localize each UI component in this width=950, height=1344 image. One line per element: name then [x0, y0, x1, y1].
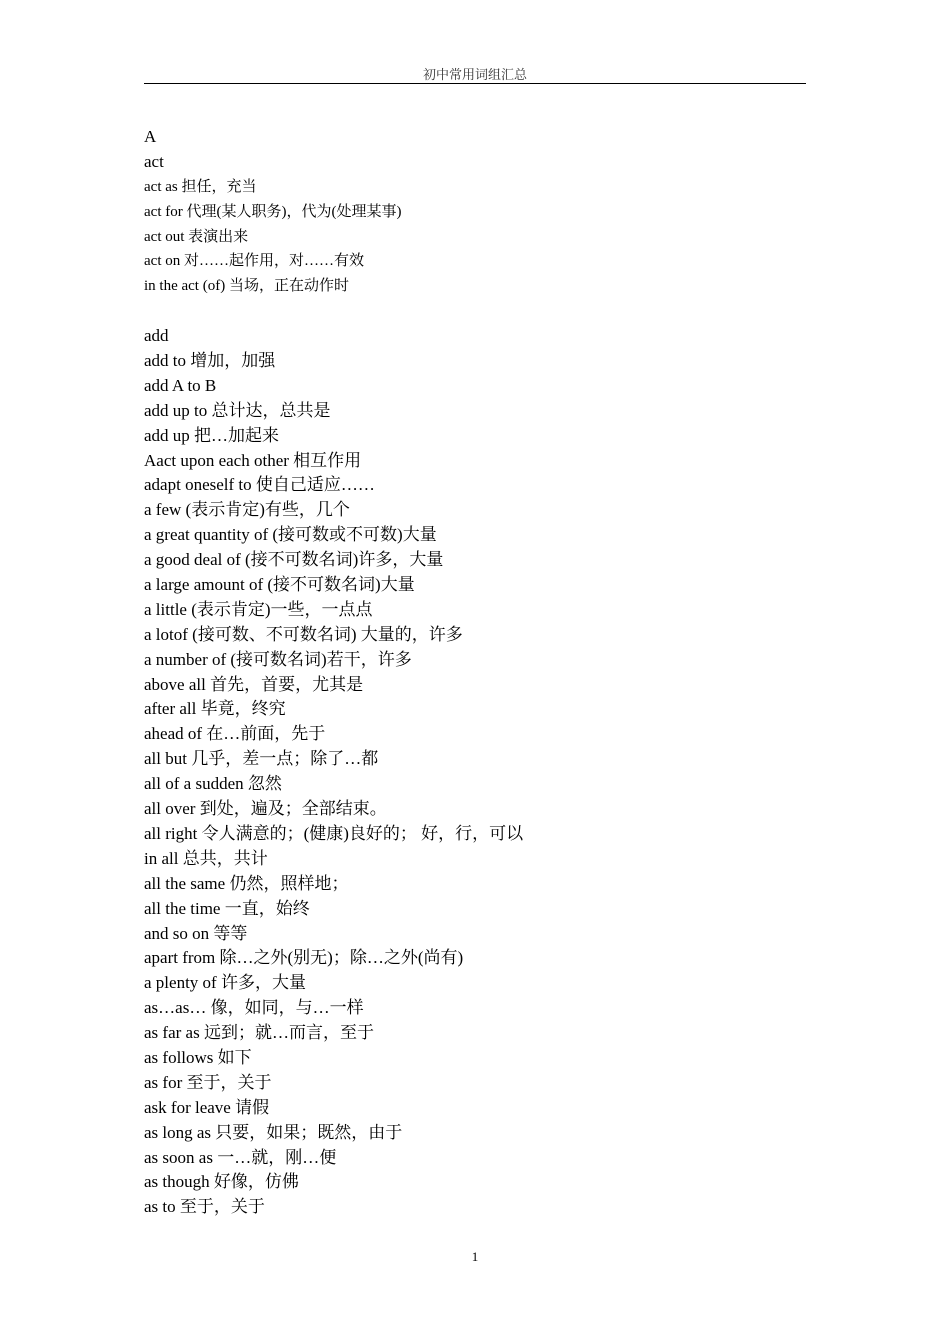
- phrase-entry: act out 表演出来: [144, 228, 249, 245]
- phrase-entry: all but 几乎，差一点；除了…都: [144, 749, 379, 769]
- phrase-entry: as to 至于，关于: [144, 1197, 265, 1217]
- phrase-entry: as long as 只要，如果；既然，由于: [144, 1122, 403, 1142]
- headword-act: act: [144, 151, 164, 171]
- phrase-entry: a number of (接可数名词)若干，许多: [144, 649, 412, 669]
- phrase-entry: ahead of 在…前面，先于: [144, 724, 326, 744]
- phrase-entry: and so on 等等: [144, 923, 248, 943]
- phrase-entry: in all 总共，共计: [144, 848, 268, 868]
- section-letter: A: [144, 127, 157, 146]
- header-rule: [144, 83, 806, 84]
- phrase-entry: a great quantity of (接可数或不可数)大量: [144, 525, 437, 545]
- phrase-entry: a lotof (接可数、不可数名词) 大量的，许多: [144, 624, 463, 644]
- phrase-entry: act for 代理(某人职务)，代为(处理某事): [144, 203, 402, 220]
- phrase-entry: as for 至于，关于: [144, 1072, 272, 1092]
- phrase-entry: all over 到处，遍及；全部结束。: [144, 799, 387, 819]
- phrase-entry: in the act (of) 当场，正在动作时: [144, 278, 349, 295]
- phrase-entry: apart from 除…之外(别无)；除…之外(尚有): [144, 948, 464, 968]
- document-body: [144, 125, 806, 1220]
- phrase-entry: Aact upon each other 相互作用: [144, 450, 362, 470]
- page-header: 初中常用词组汇总: [422, 67, 527, 82]
- phrase-entry: a few (表示肯定)有些，几个: [144, 500, 350, 520]
- phrase-entry: act on 对……起作用，对……有效: [144, 253, 364, 270]
- phrase-entry: a good deal of (接不可数名词)许多，大量: [144, 550, 444, 570]
- phrase-entry: after all 毕竟，终究: [144, 699, 286, 719]
- page-number: 1: [471, 1249, 479, 1264]
- phrase-entry: all of a sudden 忽然: [144, 774, 282, 794]
- phrase-entry: as…as… 像，如同，与…一样: [144, 998, 364, 1018]
- phrase-entry: all right 令人满意的；(健康)良好的； 好，行，可以: [144, 823, 524, 843]
- phrase-entry: adapt oneself to 使自己适应……: [144, 475, 375, 495]
- phrase-entry: a large amount of (接不可数名词)大量: [144, 575, 415, 595]
- phrase-entry: as follows 如下: [144, 1047, 252, 1067]
- phrase-entry: as far as 远到；就…而言，至于: [144, 1023, 374, 1043]
- phrase-entry: ask for leave 请假: [144, 1097, 270, 1117]
- phrase-entry: as soon as 一…就，刚…便: [144, 1147, 337, 1167]
- phrase-entry: add up 把…加起来: [144, 425, 280, 445]
- phrase-entry: a little (表示肯定)一些，一点点: [144, 599, 373, 619]
- phrase-entry: all the time 一直，始终: [144, 898, 310, 918]
- phrase-entry: all the same 仍然，照样地；: [144, 873, 349, 893]
- phrase-entry: add to 增加，加强: [144, 351, 276, 371]
- phrase-entry: as though 好像，仿佛: [144, 1172, 299, 1192]
- headword-add: add: [144, 326, 169, 346]
- blank-line: [144, 299, 806, 324]
- phrase-entry: act as 担任，充当: [144, 178, 257, 195]
- phrase-entry: add A to B: [144, 375, 217, 395]
- phrase-entry: add up to 总计达，总共是: [144, 400, 331, 420]
- phrase-entry: above all 首先，首要，尤其是: [144, 674, 364, 694]
- phrase-entry: a plenty of 许多，大量: [144, 973, 306, 993]
